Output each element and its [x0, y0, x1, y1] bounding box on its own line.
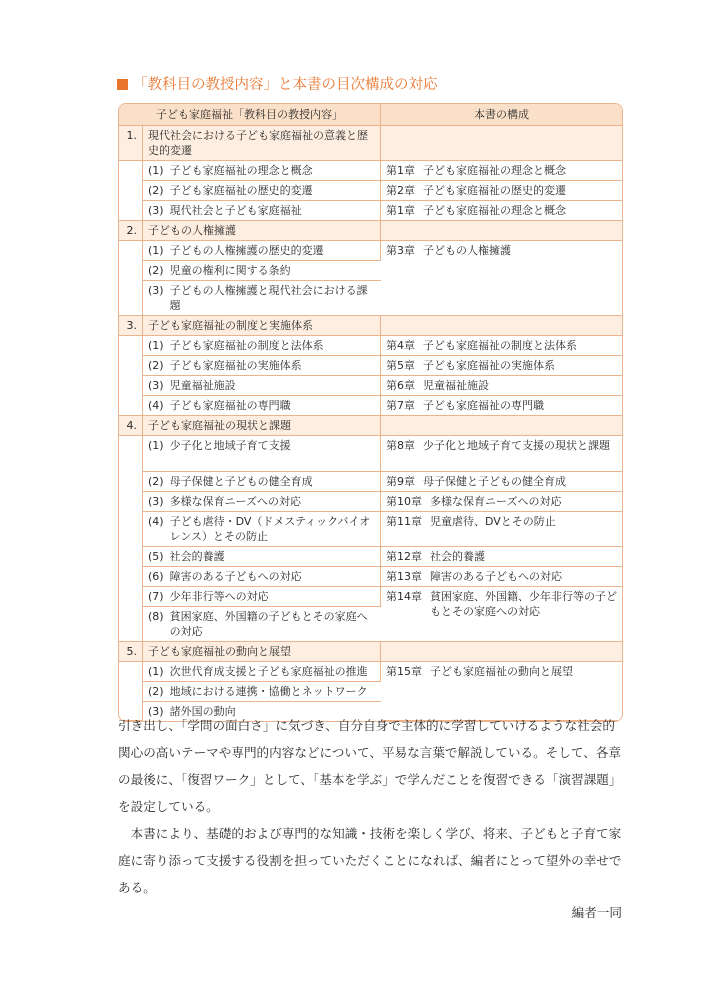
body-paragraph-1: 引き出し、「学問の面白さ」に気づき、自分自身で主体的に学習していけるような社会的関心の高いテーマや専門的内容などについて、平易な言葉で解説している。そして、各章の最後に、「復習ワーク」として、「基本を学ぶ」で学んだことを復習できる「演習課題」を設定している。 — [118, 718, 622, 814]
table-row: (1) 子どもの人権擁護の歴史的変遷 第3章 子どもの人権擁護 — [119, 241, 622, 261]
table-row: (1) 子ども家庭福祉の理念と概念 第1章 子ども家庭福祉の理念と概念 — [119, 161, 622, 181]
table-row: (2) 子ども家庭福祉の歴史的変遷 第2章 子ども家庭福祉の歴史的変遷 — [119, 181, 622, 201]
table-row: (1) 少子化と地域子育て支援 第8章 少子化と地域子育て支援の現状と課題 — [119, 436, 622, 472]
table-row: (3) 諸外国の動向 — [148, 705, 236, 718]
signature: 編者一同 — [571, 905, 622, 920]
section-title: 子どもの人権擁護 — [143, 221, 381, 241]
section-row-1 — [119, 126, 622, 161]
section-heading — [117, 73, 438, 94]
table-row: (2) 子ども家庭福祉の実施体系 第5章 子ども家庭福祉の実施体系 — [119, 356, 622, 376]
table-row: (2) 地域における連携・協働とネットワーク — [119, 682, 622, 702]
table-row: (1) 子ども家庭福祉の制度と法体系 第4章 子ども家庭福祉の制度と法体系 — [119, 336, 622, 356]
section-title: 子ども家庭福祉の現状と課題 — [143, 416, 381, 436]
table-row: (1) 次世代育成支援と子ども家庭福祉の推進 第15章 子ども家庭福祉の動向と展望 — [119, 662, 622, 682]
table-row: (8) 貧困家庭、外国籍の子どもとその家庭への対応 — [119, 607, 622, 642]
header-book-structure: 本書の構成 — [381, 104, 622, 126]
preface-body — [118, 712, 623, 901]
section-title: 子ども家庭福祉の動向と展望 — [143, 642, 381, 662]
table-row: (5) 社会的養護 第12章 社会的養護 — [119, 547, 622, 567]
table-row: (6) 障害のある子どもへの対応 第13章 障害のある子どもへの対応 — [119, 567, 622, 587]
section-number: 4. — [119, 416, 143, 436]
table-row: (3) 児童福祉施設 第6章 児童福祉施設 — [119, 376, 622, 396]
table-row: (3) 多様な保育ニーズへの対応 第10章 多様な保育ニーズへの対応 — [119, 492, 622, 512]
section-number: 1. — [119, 126, 143, 161]
table-row: (3) 子どもの人権擁護と現代社会における課題 — [119, 281, 622, 316]
table-row: (4) 子ども家庭福祉の専門職 第7章 子ども家庭福祉の専門職 — [119, 396, 622, 416]
section-heading-text: 「教科目の教授内容」と本書の目次構成の対応 — [133, 77, 438, 93]
section-title: 現代社会における子ども家庭福祉の意義と歴史的変遷 — [143, 126, 381, 161]
table-row: (4) 子ども虐待・DV（ドメスティックバイオレンス）とその防止 第11章 児童虐待、DVとその防止 — [119, 512, 622, 547]
section-number: 5. — [119, 642, 143, 662]
section-number: 2. — [119, 221, 143, 241]
section-row-5 — [119, 642, 622, 662]
table-row: (2) 児童の権利に関する条約 — [119, 261, 622, 281]
square-bullet-icon — [117, 79, 128, 90]
table-row: (7) 少年非行等への対応 第14章 貧困家庭、外国籍、少年非行等の子どもとその家庭への対応 — [119, 587, 622, 607]
section-title: 子ども家庭福祉の制度と実施体系 — [143, 316, 381, 336]
section-number: 3. — [119, 316, 143, 336]
body-paragraph-2: 本書により、基礎的および専門的な知識・技術を楽しく学び、将来、子どもと子育て家庭に寄り添って支援する役割を担っていただくことになれば、編者にとって望外の幸せである。 — [118, 826, 622, 895]
table-row: (2) 母子保健と子どもの健全育成 第9章 母子保健と子どもの健全育成 — [119, 472, 622, 492]
curriculum-correspondence-table — [118, 103, 623, 722]
section-row-2 — [119, 221, 622, 241]
section-row-3 — [119, 316, 622, 336]
header-curriculum: 子ども家庭福祉「教科目の教授内容」 — [119, 104, 381, 126]
table-header-row — [119, 104, 622, 126]
table-row: (3) 現代社会と子ども家庭福祉 第1章 子ども家庭福祉の理念と概念 — [119, 201, 622, 221]
section-row-4 — [119, 416, 622, 436]
